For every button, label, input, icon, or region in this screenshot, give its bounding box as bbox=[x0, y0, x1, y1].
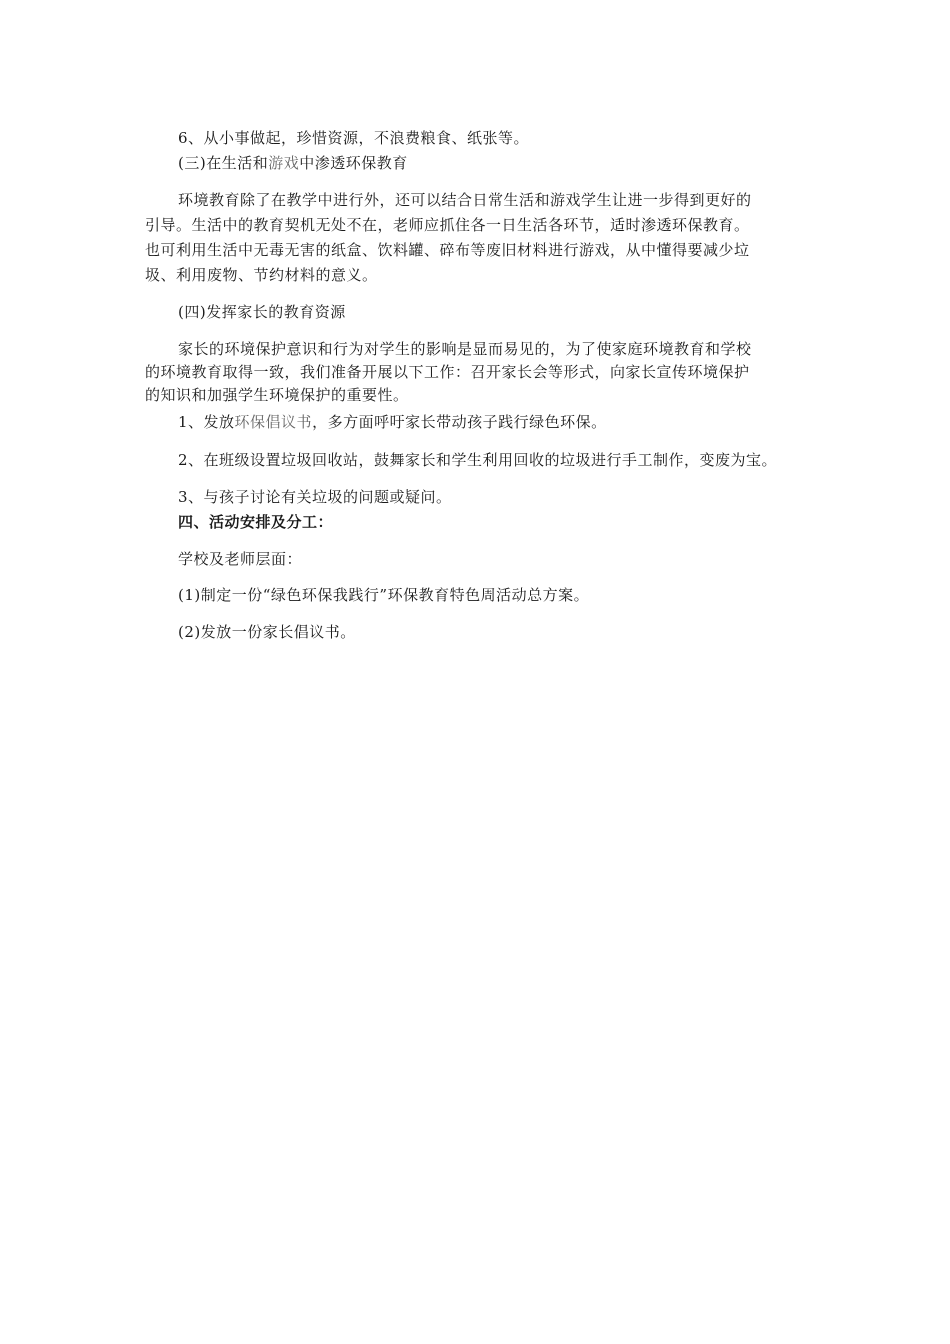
list-item-3: 3、与孩子讨论有关垃圾的问题或疑问。 bbox=[178, 488, 452, 506]
section-heading-3-highlight: 游戏 bbox=[268, 154, 300, 172]
paragraph-1-line-3: 也可利用生活中无毒无害的纸盒、饮料罐、碎布等废旧材料进行游戏，从中懂得要减少垃 bbox=[145, 241, 750, 259]
list-item-2: 2、在班级设置垃圾回收站，鼓舞家长和学生利用回收的垃圾进行手工制作，变废为宝。 bbox=[178, 451, 778, 469]
sub-item-2: (2)发放一份家长倡议书。 bbox=[178, 623, 356, 641]
section-heading-4: (四)发挥家长的教育资源 bbox=[178, 303, 346, 321]
section-heading-3 bbox=[178, 153, 408, 173]
list-item-1-pre: 1、发放 bbox=[178, 413, 235, 431]
paragraph-2-line-1: 家长的环境保护意识和行为对学生的影响是显而易见的，为了使家庭环境教育和学校 bbox=[178, 340, 752, 358]
section-heading-four: 四、活动安排及分工： bbox=[178, 513, 334, 531]
section-heading-3-pre: (三)在生活和 bbox=[178, 154, 269, 172]
sub-item-1: (1)制定一份“绿色环保我践行”环保教育特色周活动总方案。 bbox=[178, 586, 590, 604]
paragraph-1-line-1: 环境教育除了在教学中进行外，还可以结合日常生活和游戏学生让进一步得到更好的 bbox=[178, 191, 752, 209]
list-item-1-post: ，多方面呼吁家长带动孩子践行绿色环保。 bbox=[312, 413, 607, 431]
list-item-6: 6、从小事做起，珍惜资源，不浪费粮食、纸张等。 bbox=[178, 129, 530, 147]
school-level-label: 学校及老师层面： bbox=[178, 550, 303, 568]
paragraph-2-line-3: 的知识和加强学生环境保护的重要性。 bbox=[145, 386, 409, 404]
paragraph-1-line-4: 圾、利用废物、节约材料的意义。 bbox=[145, 266, 378, 284]
paragraph-1-line-2: 引导。生活中的教育契机无处不在，老师应抓住各一日生活各环节，适时渗透环保教育。 bbox=[145, 216, 750, 234]
section-heading-3-post: 中渗透环保教育 bbox=[299, 154, 408, 172]
paragraph-2-line-2: 的环境教育取得一致，我们准备开展以下工作：召开家长会等形式，向家长宣传环境保护 bbox=[145, 363, 750, 381]
list-item-1 bbox=[178, 412, 607, 432]
list-item-1-highlight: 环保倡议书 bbox=[234, 413, 313, 431]
